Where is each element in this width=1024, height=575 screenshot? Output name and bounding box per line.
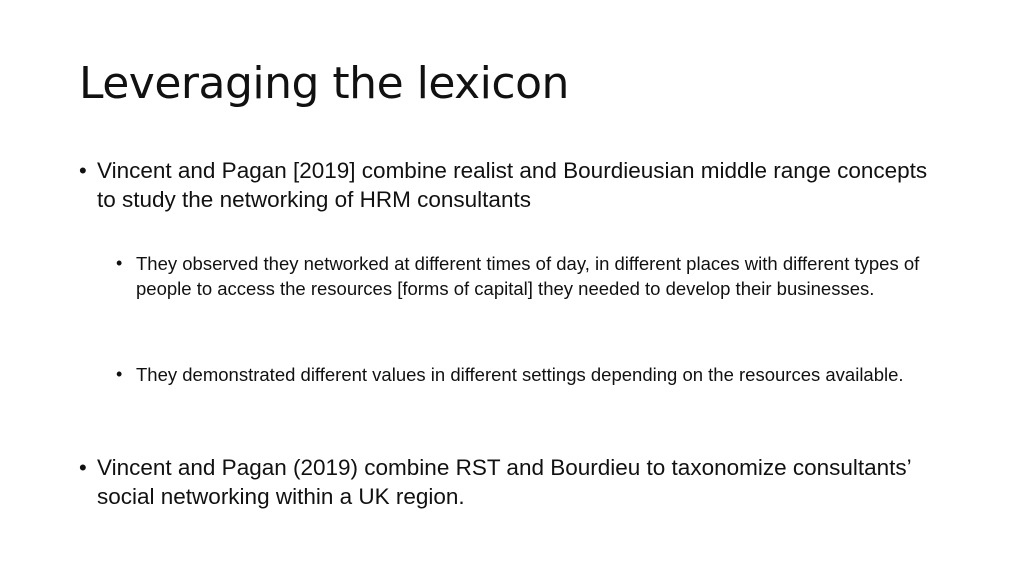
slide-title: Leveraging the lexicon	[79, 58, 569, 109]
sub-bullet-item	[116, 251, 946, 301]
sub-bullet-item	[116, 362, 946, 387]
bullet-dot-icon: •	[79, 455, 87, 480]
bullet-dot-icon: •	[79, 158, 87, 183]
bullet-dot-icon: •	[116, 253, 123, 273]
bullet-text: Vincent and Pagan (2019) combine RST and Bourdieu to taxonomize consultants’ social networking within a UK region.	[97, 455, 911, 509]
bullet-text: They demonstrated different values in different settings depending on the resources available.	[136, 364, 904, 385]
bullet-item	[79, 453, 939, 511]
bullet-dot-icon: •	[116, 364, 123, 384]
bullet-item	[79, 156, 939, 214]
bullet-text: They observed they networked at different times of day, in different places with different types of people to access the resources [forms of capital] they needed to develop their businesses.	[136, 253, 920, 299]
bullet-text: Vincent and Pagan [2019] combine realist and Bourdieusian middle range concepts to study the networking of HRM consultants	[97, 158, 928, 212]
